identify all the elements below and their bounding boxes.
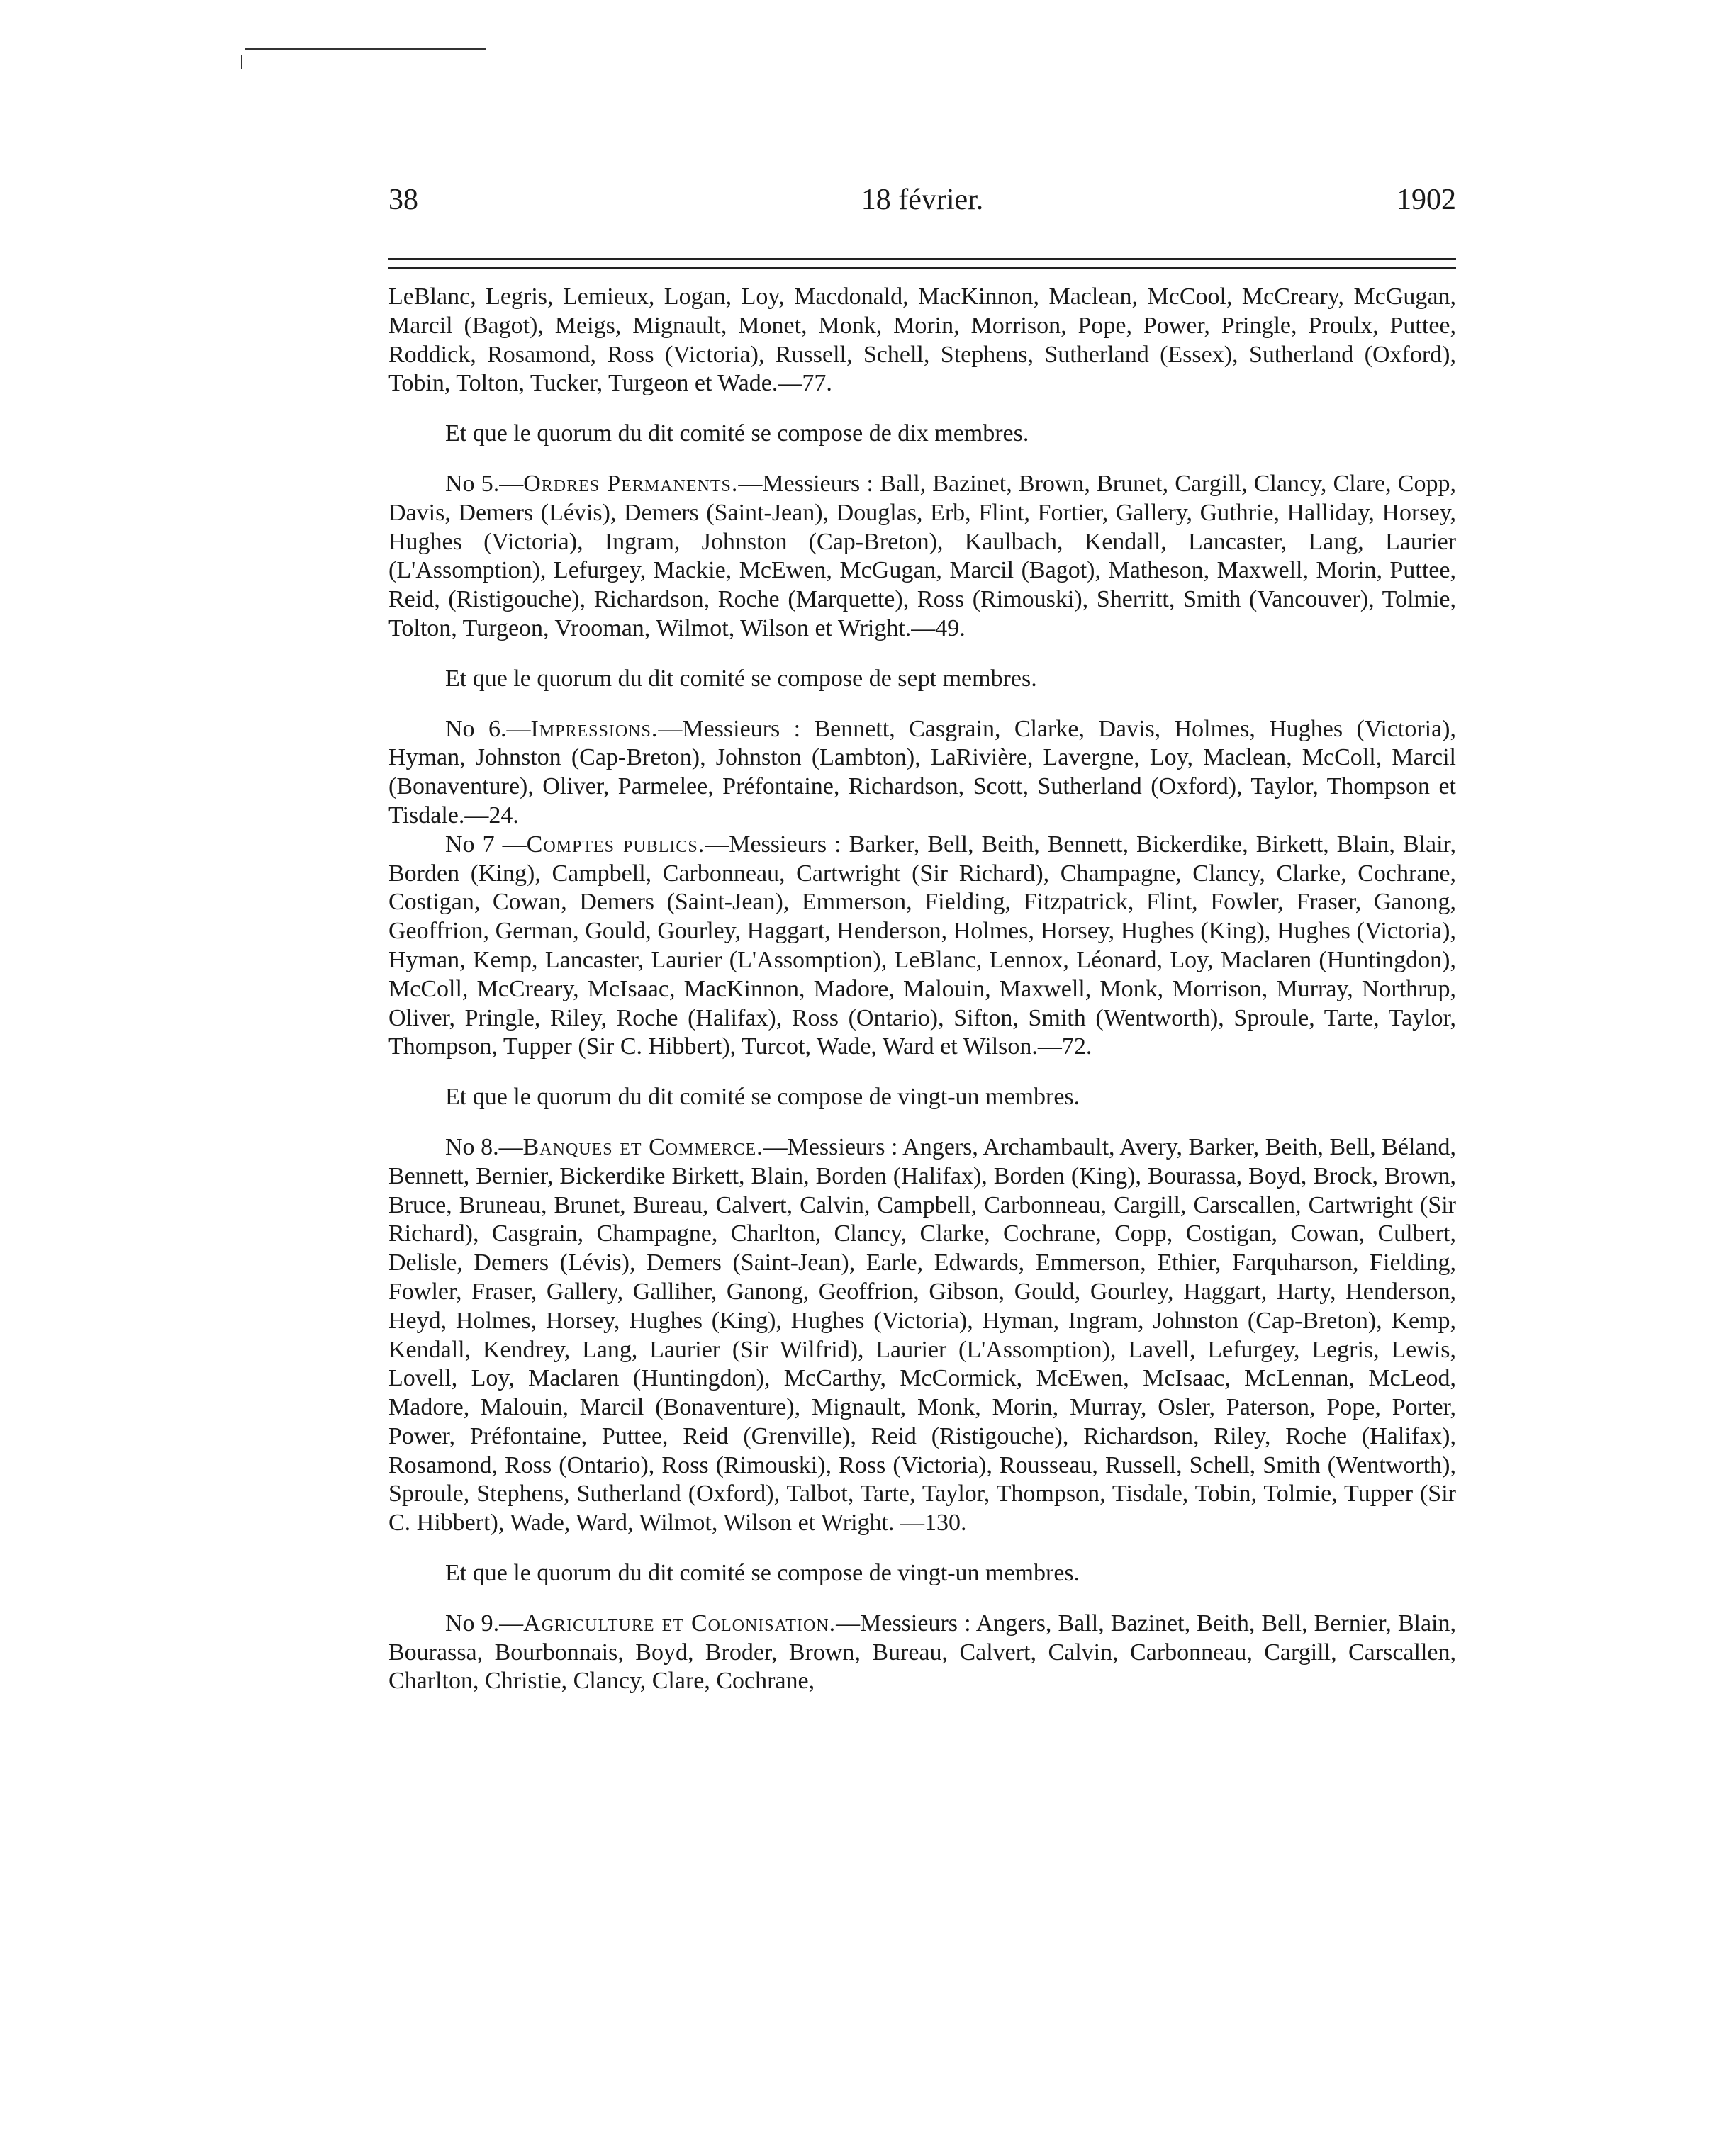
- document-body: [388, 283, 1456, 1696]
- page-number: 38: [388, 184, 418, 216]
- quorum-note: [388, 1559, 1456, 1588]
- document-page: [388, 177, 1456, 1696]
- committee-number: No 6.—: [445, 715, 531, 742]
- page-date: 18 février.: [861, 184, 984, 216]
- committee-paragraph: [388, 1610, 1456, 1696]
- committee-number: No 5.—: [445, 470, 524, 497]
- quorum-note: [388, 1083, 1456, 1112]
- page-header: [388, 177, 1456, 227]
- page-year: 1902: [1397, 184, 1456, 216]
- committee-paragraph: [388, 831, 1456, 1062]
- committee-paragraph: [388, 1133, 1456, 1538]
- paragraph-text: —Messieurs : Barker, Bell, Beith, Bennett, Bickerdike, Birkett, Blain, Blair, Borden (King), Campbell, Carbonneau, Cartwright (Sir Richard), Champagne, Clancy, Clarke, Cochrane, Costigan, Cowan, Demers (Saint-Jean), Emmerson, Fielding, Fitzpatrick, Flint, Fowler, Fraser, Ganong, Geoffrion, German, Gould, Gourley, Haggart, Henderson, Holmes, Horsey, Hughes (King), Hughes (Victoria), Hyman, Kemp, Lancaster, Laurier (L'Assomption), LeBlanc, Lennox, Léonard, Loy, Maclaren (Huntingdon), McColl, McCreary, McIsaac, MacKinnon, Madore, Malouin, Maxwell, Monk, Morrison, Murray, Northrup, Oliver, Pringle, Riley, Roche (Halifax), Ross (Ontario), Sifton, Smith (Wentworth), Sproule, Tarte, Taylor, Thompson, Tupper (Sir C. Hibbert), Turcot, Wade, Ward et Wilson.—72.: [388, 831, 1457, 1060]
- committee-heading: Banques et Commerce.: [522, 1133, 763, 1160]
- committee-heading: Comptes publics.: [526, 831, 705, 858]
- committee-heading: Agriculture et Colonisation.: [523, 1610, 836, 1636]
- committee-number: No 8.—: [445, 1133, 523, 1160]
- top-scan-mark: [245, 48, 486, 50]
- paragraph-text: Et que le quorum du dit comité se compose de sept membres.: [445, 665, 1037, 692]
- paragraph-text: —Messieurs : Angers, Ball, Bazinet, Beith, Bell, Bernier, Blain, Bourassa, Bourbonnais, Boyd, Broder, Brown, Bureau, Calvert, Calvin, Carbonneau, Cargill, Carscallen, Charlton, Christie, Clancy, Clare, Cochrane,: [388, 1610, 1456, 1695]
- paragraph-text: Et que le quorum du dit comité se compose de vingt-un membres.: [445, 1084, 1080, 1111]
- header-double-rule: [388, 258, 1456, 269]
- committee-heading: Ordres Permanents.: [523, 470, 739, 497]
- committee-number: No 7 —: [445, 831, 527, 858]
- paragraph-text: LeBlanc, Legris, Lemieux, Logan, Loy, Macdonald, MacKinnon, Maclean, McCool, McCreary, McGugan, Marcil (Bagot), Meigs, Mignault, Monet, Monk, Morin, Morrison, Pope, Power, Pringle, Proulx, Puttee, Roddick, Rosamond, Ross (Victoria), Russell, Schell, Stephens, Sutherland (Essex), Sutherland (Oxford), Tobin, Tolton, Tucker, Turgeon et Wade.—77.: [388, 283, 1456, 397]
- paragraph-text: —Messieurs : Bennett, Casgrain, Clarke, Davis, Holmes, Hughes (Victoria), Hyman, Johnston (Cap-Breton), Johnston (Lambton), LaRivière, Lavergne, Loy, Maclean, McColl, Marcil (Bonaventure), Oliver, Parmelee, Préfontaine, Richardson, Scott, Sutherland (Oxford), Taylor, Thompson et Tisdale.—24.: [388, 715, 1456, 829]
- committee-paragraph: [388, 470, 1456, 644]
- member-list-continuation: [388, 283, 1456, 398]
- quorum-note: [388, 420, 1456, 449]
- quorum-note: [388, 665, 1456, 694]
- top-scan-tick: [241, 55, 242, 69]
- committee-paragraph: [388, 715, 1456, 831]
- committee-number: No 9.—: [445, 1610, 524, 1636]
- paragraph-text: —Messieurs : Ball, Bazinet, Brown, Brunet, Cargill, Clancy, Clare, Copp, Davis, Demers (Lévis), Demers (Saint-Jean), Douglas, Erb, Flint, Fortier, Gallery, Guthrie, Halliday, Horsey, Hughes (Victoria), Ingram, Johnston (Cap-Breton), Kaulbach, Kendall, Lancaster, Lang, Laurier (L'Assomption), Lefurgey, Mackie, McEwen, McGugan, Marcil (Bagot), Matheson, Maxwell, Morin, Puttee, Reid, (Ristigouche), Richardson, Roche (Marquette), Ross (Rimouski), Sherritt, Smith (Vancouver), Tolmie, Tolton, Turgeon, Vrooman, Wilmot, Wilson et Wright.—49.: [388, 470, 1456, 641]
- paragraph-text: —Messieurs : Angers, Archambault, Avery, Barker, Beith, Bell, Béland, Bennett, Bernier, Bickerdike Birkett, Blain, Borden (Halifax), Borden (King), Bourassa, Boyd, Brock, Brown, Bruce, Bruneau, Brunet, Bureau, Calvert, Calvin, Campbell, Carbonneau, Cargill, Carscallen, Cartwright (Sir Richard), Casgrain, Champagne, Charlton, Clancy, Clarke, Cochrane, Copp, Costigan, Cowan, Culbert, Delisle, Demers (Lévis), Demers (Saint-Jean), Earle, Edwards, Emmerson, Ethier, Farquharson, Fielding, Fowler, Fraser, Gallery, Galliher, Ganong, Geoffrion, Gibson, Gould, Gourley, Haggart, Harty, Henderson, Heyd, Holmes, Horsey, Hughes (King), Hughes (Victoria), Hyman, Ingram, Johnston (Cap-Breton), Kemp, Kendall, Kendrey, Lang, Laurier (Sir Wilfrid), Laurier (L'Assomption), Lavell, Lefurgey, Legris, Lewis, Lovell, Loy, Maclaren (Huntingdon), McCarthy, McCormick, McEwen, McIsaac, McLennan, McLeod, Madore, Malouin, Marcil (Bonaventure), Mignault, Monk, Morin, Murray, Osler, Paterson, Pope, Porter, Power, Préfontaine, Puttee, Reid (Grenville), Reid (Ristigouche), Richardson, Riley, Roche (Halifax), Rosamond, Ross (Ontario), Ross (Rimouski), Ross (Victoria), Rousseau, Russell, Schell, Smith (Wentworth), Sproule, Stephens, Sutherland (Oxford), Talbot, Tarte, Taylor, Thompson, Tisdale, Tobin, Tolmie, Tupper (Sir C. Hibbert), Wade, Ward, Wilmot, Wilson et Wright. —130.: [388, 1133, 1456, 1537]
- paragraph-text: Et que le quorum du dit comité se compose de vingt-un membres.: [445, 1560, 1080, 1587]
- paragraph-text: Et que le quorum du dit comité se compose de dix membres.: [445, 420, 1029, 447]
- committee-heading: Impressions.: [530, 715, 659, 742]
